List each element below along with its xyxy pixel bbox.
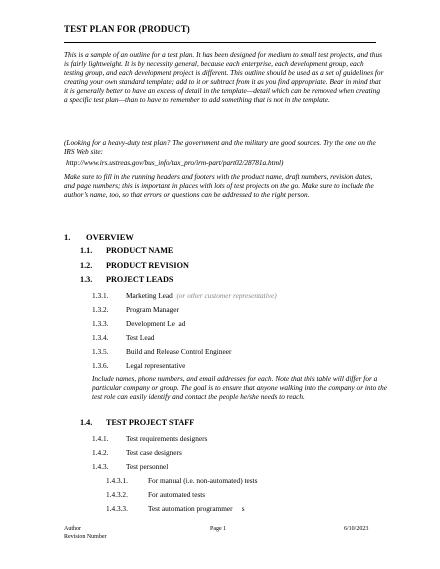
outline-label: Build and Release Control Engineer	[126, 347, 232, 356]
outline-number: 1.3.	[80, 275, 93, 284]
outline-label: Test automation programmer s	[148, 504, 245, 513]
outline-number: 1.4.2.	[92, 448, 109, 457]
outline-label: For manual (i.e. non-automated) tests	[148, 476, 258, 485]
outline-number: 1.	[64, 232, 71, 242]
outline-number: 1.4.1.	[92, 434, 109, 443]
page-title: TEST PLAN FOR (PRODUCT)	[64, 24, 190, 34]
outline-number: 1.3.2.	[92, 305, 109, 314]
outline-label: For automated tests	[148, 490, 206, 499]
footer-page-number: Page 1	[210, 526, 227, 532]
outline-label: PRODUCT REVISION	[106, 261, 189, 270]
outline-label: TEST PROJECT STAFF	[106, 418, 195, 427]
outline-label: Legal representative	[126, 361, 186, 370]
intro-paragraph-3	[64, 172, 384, 199]
outline-number: 1.3.1.	[92, 291, 109, 300]
outline-number: 1.3.6.	[92, 361, 109, 370]
lead-note: (or other customer representative)	[176, 291, 277, 300]
outline-number: 1.4.3.1.	[106, 476, 128, 485]
outline-label: OVERVIEW	[86, 232, 134, 242]
outline-label: Development Le ad	[126, 319, 186, 328]
footer-date: 6/10/2023	[344, 526, 369, 532]
outline-number: 1.3.4.	[92, 333, 109, 342]
outline-label: Test requirements designers	[126, 434, 208, 443]
outline-label: Program Manager	[126, 305, 179, 314]
leads-note-text: Include names, phone numbers, and email addresses for each. Note that this table will differ for a particular company or group. The goal is to ensure that anyone walking into the company or into the test role can easily identify and contact the people he/she needs to reach.	[92, 374, 387, 401]
outline-number: 1.4.3.3.	[106, 504, 128, 513]
intro-paragraph-2-text: (Looking for a heavy-duty test plan? The government and the military are good sources. Try the one on the IRS Web site:	[64, 138, 376, 156]
outline-label: Test Lead	[126, 333, 155, 342]
leads-note	[92, 374, 388, 401]
outline-label: PRODUCT NAME	[106, 246, 174, 255]
outline-label: Test case designers	[126, 448, 182, 457]
title-divider	[64, 42, 376, 43]
footer-revision-number: Revision Number	[64, 534, 107, 540]
outline-number: 1.4.3.2.	[106, 490, 128, 499]
outline-number: 1.1.	[80, 246, 93, 255]
outline-number: 1.3.5.	[92, 347, 109, 356]
lead-label: Marketing Lead	[126, 291, 173, 300]
intro-paragraph-1	[64, 50, 384, 104]
intro-paragraph-3-text: Make sure to fill in the running headers and footers with the product name, draft numbers, revision dates, and page numbers; this is important in places with lots of test projects on the go. Make sure to include the author’s name, too, so that errors or questions can be addressed to the right person.	[64, 172, 374, 199]
outline-number: 1.4.3.	[92, 462, 109, 471]
intro-paragraph-1-text: This is a sample of an outline for a test plan. It has been designed for medium to small test projects, and thus is fairly lightweight. It is by necessity general, because each enterprise, each development group, each testing group, and each development project is different. This outline should be used as a set of guidelines for creating your own standard template; add to it or subtract from it as you find appropriate. Bear in mind that it is generally better to have an excess of detail in the template—detail which can be removed when creating a specific test plan—than to have to remember to add something that is not in the template.	[64, 50, 384, 104]
outline-number: 1.2.	[80, 261, 93, 270]
footer-author: Author	[64, 526, 81, 532]
outline-label	[126, 291, 277, 300]
outline-number: 1.3.3.	[92, 319, 109, 328]
intro-paragraph-2	[64, 138, 384, 156]
outline-number: 1.4.	[80, 418, 93, 427]
outline-label: PROJECT LEADS	[106, 275, 174, 284]
outline-label: Test personnel	[126, 462, 169, 471]
irs-url-link[interactable]: http://www.irs.ustreas.gov/bus_info/tax_pro/irm-part/part02/28781a.html)	[66, 158, 284, 167]
